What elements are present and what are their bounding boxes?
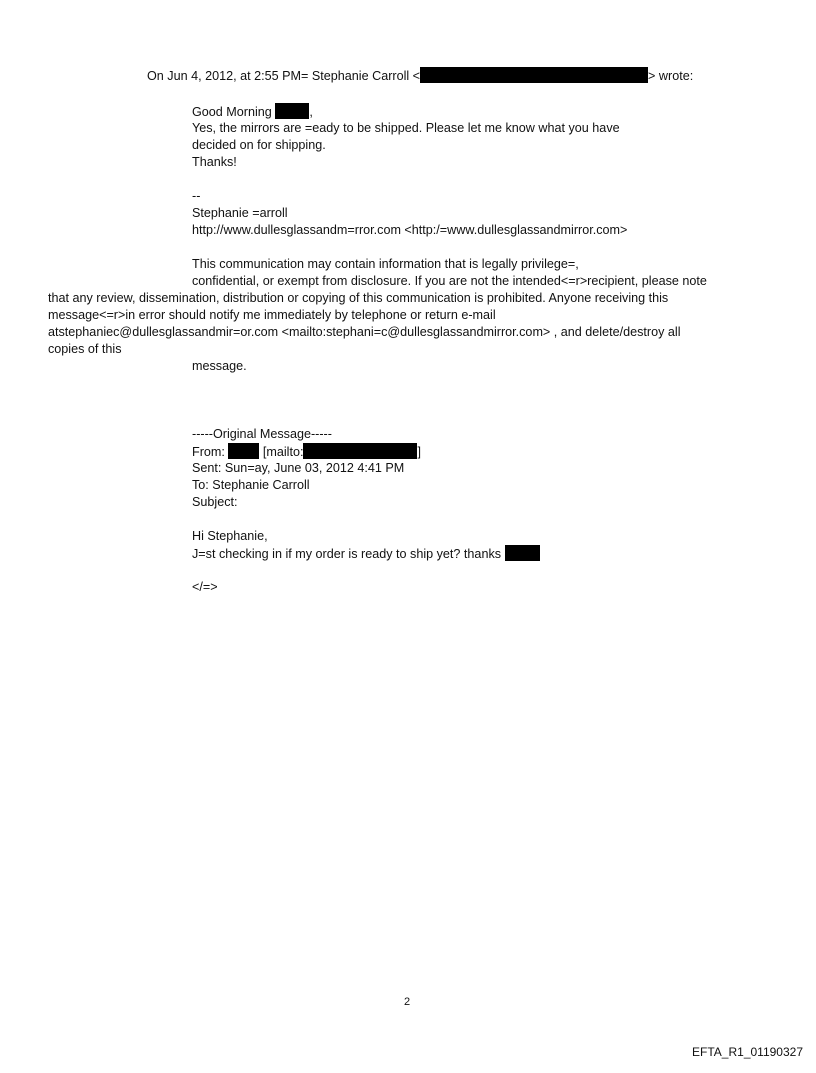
original-greeting: Hi Stephanie, [192,529,268,543]
redaction [303,443,417,459]
disclaimer-line: that any review, dissemination, distribution or copying of this communication is prohibited. Anyone receiving this [48,291,669,305]
redaction [505,545,540,561]
redaction [228,443,259,459]
bates-number: EFTA_R1_01190327 [692,1045,803,1059]
original-closing: </=> [192,580,218,594]
header-line [147,67,693,85]
from-label: From: [192,445,225,459]
greeting-comma: , [309,105,313,119]
original-body-text: J=st checking in if my order is ready to ship yet? thanks [192,547,502,561]
mailto-label: [mailto: [262,445,304,459]
disclaimer-line: confidential, or exempt from disclosure. If you are not the intended<=r>recipient, please note [192,274,707,288]
original-body [192,545,540,563]
sent-line: Sent: Sun=ay, June 03, 2012 4:41 PM [192,461,405,475]
body-line: Thanks! [192,155,237,169]
redaction [275,103,309,119]
subject-line: Subject: [192,495,238,509]
page-number: 2 [404,996,411,1008]
disclaimer-line: atstephaniec@dullesglassandmir=or.com <mailto:stephani=c@dullesglassandmirror.com> , and delete/destroy all [48,325,681,339]
signature-url: http://www.dullesglassandm=rror.com <http:/=www.dullesglassandmirror.com> [192,223,628,237]
original-separator: -----Original Message----- [192,427,332,441]
redaction [420,67,648,83]
disclaimer-line: message<=r>in error should notify me immediately by telephone or return e-mail [48,308,496,322]
header-suffix: > wrote: [648,69,694,83]
to-line: To: Stephanie Carroll [192,478,310,492]
header-prefix: On Jun 4, 2012, at 2:55 PM= Stephanie Carroll < [147,69,421,83]
disclaimer-line: This communication may contain information that is legally privilege=, [192,257,579,271]
body-line: Yes, the mirrors are =eady to be shipped. Please let me know what you have [192,121,620,135]
signature-name: Stephanie =arroll [192,206,288,220]
body-line: decided on for shipping. [192,138,326,152]
signature-separator: -- [192,189,201,203]
disclaimer-line: message. [192,359,247,373]
greeting-text: Good Morning [192,105,272,119]
from-line [192,443,421,461]
disclaimer-line: copies of this [48,342,122,356]
greeting [192,103,313,121]
mailto-end: ] [417,445,421,459]
